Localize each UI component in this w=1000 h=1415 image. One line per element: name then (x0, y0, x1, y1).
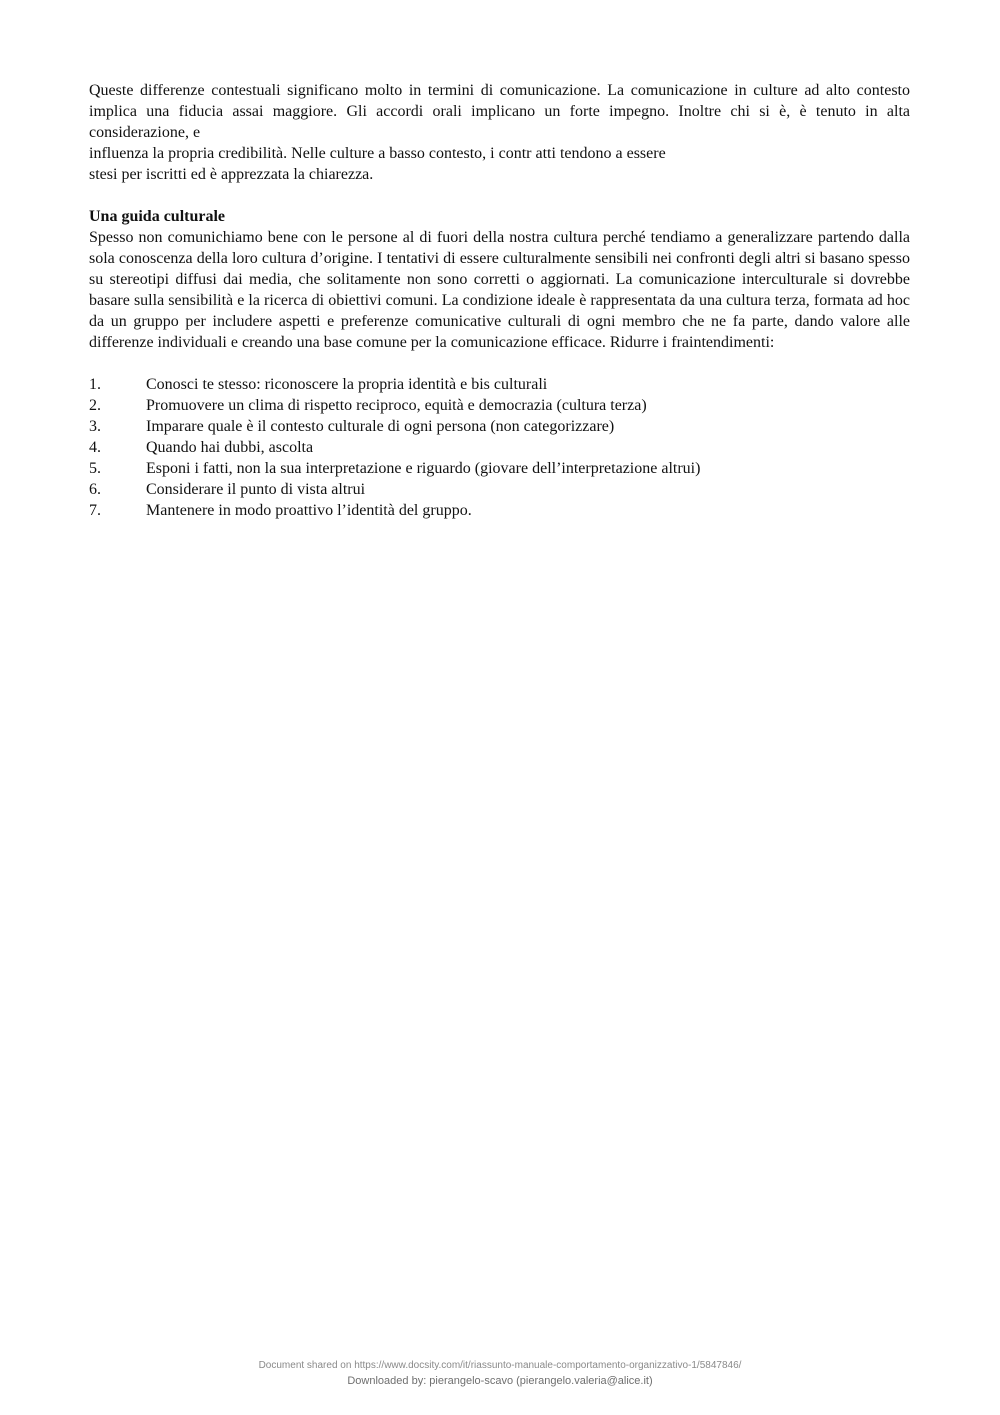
list-text: Esponi i fatti, non la sua interpretazione e riguardo (giovare dell’interpretazione altrui) (146, 460, 701, 477)
list-text: Quando hai dubbi, ascolta (146, 439, 314, 456)
section-paragraph: Spesso non comunichiamo bene con le persone al di fuori della nostra cultura perché tendiamo a generalizzare partendo dalla sola conoscenza della loro cultura d’origine. I tentativi di essere culturalmente sensibili nei confronti degli altri si basano spesso su stereotipi diffusi dai media, che solitamente non sono corretti o aggiornati. La comunicazione interculturale si dovrebbe basare sulla sensibilità e la ricerca di obiettivi comuni. La condizione ideale è rappresentata da una cultura terza, formata ad hoc da un gruppo per includere aspetti e preferenze comunicative culturali di ogni membro che ne fa parte, dando valore alle differenze individuali e creando una base comune per la comunicazione efficace. Ridurre i fraintendimenti: (89, 229, 910, 351)
list-item (89, 479, 910, 500)
section-heading: Una guida culturale (89, 208, 226, 225)
spacer (89, 353, 910, 374)
intro-paragraph: Queste differenze contestuali significano molto in termini di comunicazione. La comunicazione in culture ad alto contesto implica una fiducia assai maggiore. Gli accordi orali implicano un forte impegno. Inoltre chi si è, è tenuto in alta considerazione, e (89, 82, 910, 141)
list-item (89, 500, 910, 521)
list-text: Considerare il punto di vista altrui (146, 481, 366, 498)
spacer (89, 185, 910, 206)
list-item (89, 395, 910, 416)
list-item (89, 416, 910, 437)
list-number: 1. (89, 376, 101, 393)
list-text: Imparare quale è il contesto culturale di ogni persona (non categorizzare) (146, 418, 615, 435)
list-number: 3. (89, 418, 101, 435)
document-page (89, 80, 910, 521)
list-item (89, 437, 910, 458)
footer-downloaded-by: Downloaded by: pierangelo-scavo (pierangelo.valeria@alice.it) (347, 1375, 653, 1387)
intro-line-2: influenza la propria credibilità. Nelle culture a basso contesto, i contr atti tendono a essere (89, 145, 666, 162)
list-text: Mantenere in modo proattivo l’identità del gruppo. (146, 502, 472, 519)
list-text: Conosci te stesso: riconoscere la propria identità e bis culturali (146, 376, 548, 393)
intro-line-3: stesi per iscritti ed è apprezzata la chiarezza. (89, 166, 374, 183)
list-text: Promuovere un clima di rispetto reciproco, equità e democrazia (cultura terza) (146, 397, 647, 414)
list-number: 6. (89, 481, 101, 498)
list-number: 7. (89, 502, 101, 519)
list-number: 5. (89, 460, 101, 477)
list-number: 2. (89, 397, 101, 414)
footer-shared-on: Document shared on https://www.docsity.com/it/riassunto-manuale-comportamento-organizzativo-1/5847846/ (258, 1360, 742, 1371)
list-number: 4. (89, 439, 101, 456)
numbered-list (89, 374, 910, 521)
list-item (89, 374, 910, 395)
list-item (89, 458, 910, 479)
